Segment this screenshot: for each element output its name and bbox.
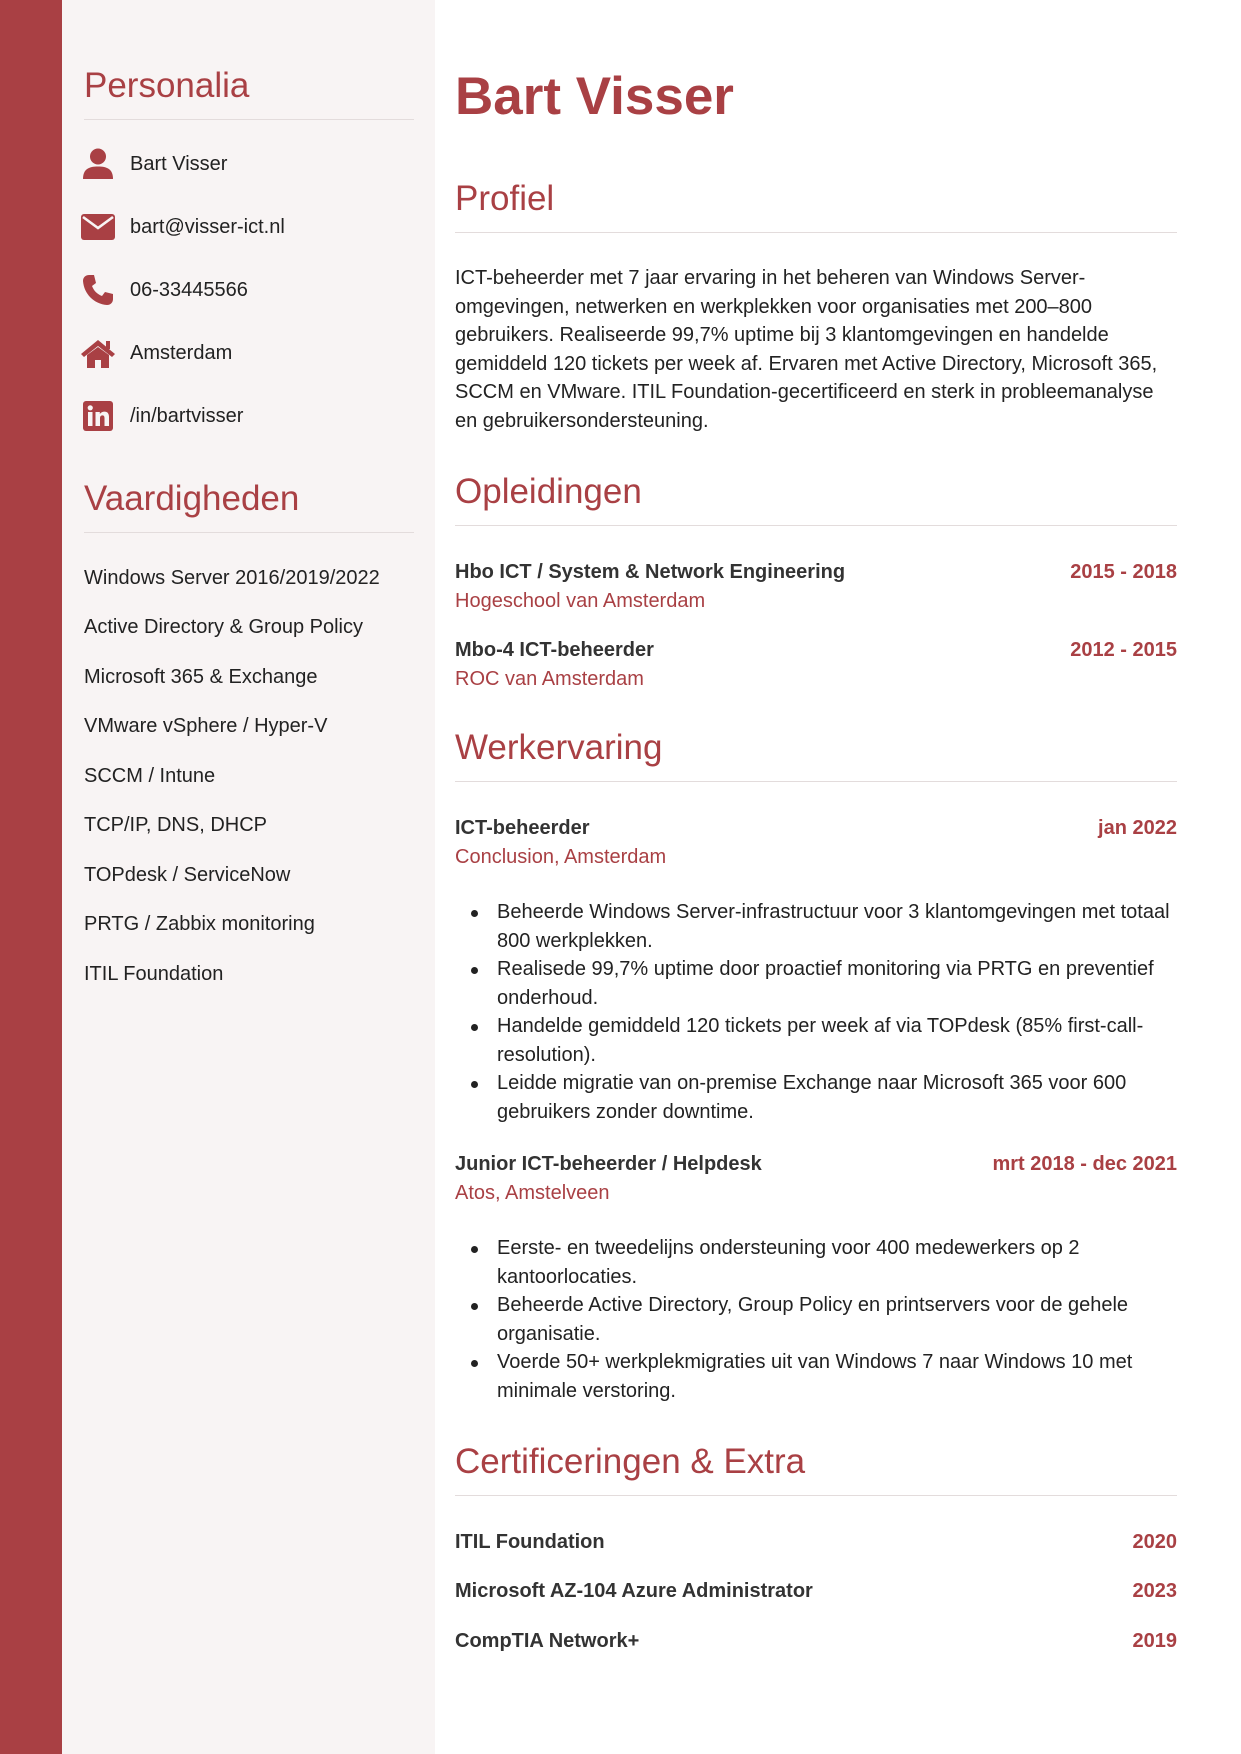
skill-item: Active Directory & Group Policy (84, 616, 363, 638)
envelope-icon (80, 209, 116, 245)
skill-item: TCP/IP, DNS, DHCP (84, 814, 267, 836)
certification-year: 2019 (1132, 1630, 1177, 1652)
skill-item: Microsoft 365 & Exchange (84, 666, 318, 688)
personalia-heading: Personalia (84, 66, 250, 105)
home-icon (80, 335, 116, 371)
certifications-heading: Certificeringen & Extra (455, 1442, 806, 1481)
job-period: jan 2022 (1098, 817, 1177, 839)
job-company: Atos, Amstelveen (455, 1182, 610, 1204)
experience-heading: Werkervaring (455, 728, 663, 767)
personalia-divider (84, 119, 414, 120)
job-bullet: Eerste- en tweedelijns ondersteuning voor 400 medewerkers op 2 kantoorlocaties. (455, 1234, 1177, 1291)
certification-name: Microsoft AZ-104 Azure Administrator (455, 1580, 813, 1602)
certification-year: 2020 (1132, 1531, 1177, 1553)
contact-linkedin-text: /in/bartvisser (130, 404, 244, 427)
experience-divider (455, 781, 1177, 782)
profile-text: ICT-beheerder met 7 jaar ervaring in het beheren van Windows Server-omgevingen, netwerken en werkplekken voor organisaties met 200–800 gebruikers. Realiseerde 99,7% uptime bij 3 klantomgevingen en handelde gemiddeld 120 tickets per week af. Ervaren met Active Directory, Microsoft 365, SCCM en VMware. ITIL Foundation-gecertificeerd en sterk in probleemanalyse en gebruikersondersteuning. (455, 267, 1158, 432)
contact-phone[interactable] (80, 272, 248, 308)
education-years: 2012 - 2015 (1070, 639, 1177, 661)
job-bullet: Beheerde Active Directory, Group Policy en printservers voor de gehele organisatie. (455, 1291, 1177, 1348)
certifications-divider (455, 1495, 1177, 1496)
job-bullet: Leidde migratie van on-premise Exchange naar Microsoft 365 voor 600 gebruikers zonder downtime. (455, 1069, 1177, 1126)
education-school: Hogeschool van Amsterdam (455, 590, 706, 612)
main-content (435, 0, 1241, 1754)
skill-item: VMware vSphere / Hyper-V (84, 715, 328, 737)
job-company: Conclusion, Amsterdam (455, 846, 667, 868)
job-period: mrt 2018 - dec 2021 (992, 1153, 1177, 1175)
contact-email-text: bart@visser-ict.nl (130, 215, 285, 238)
user-icon (80, 146, 116, 182)
profile-heading: Profiel (455, 179, 555, 218)
skill-item: SCCM / Intune (84, 765, 216, 787)
education-degree: Hbo ICT / System & Network Engineering (455, 561, 846, 583)
job-bullets (455, 898, 1177, 1126)
skill-item: ITIL Foundation (84, 963, 224, 985)
contact-linkedin[interactable] (80, 398, 243, 434)
skills-divider (84, 532, 414, 533)
education-divider (455, 525, 1177, 526)
job-role: ICT-beheerder (455, 817, 590, 839)
skill-item: TOPdesk / ServiceNow (84, 864, 291, 886)
certification-year: 2023 (1132, 1580, 1177, 1602)
contact-email[interactable] (80, 209, 285, 245)
skill-item: Windows Server 2016/2019/2022 (84, 567, 380, 589)
job-bullets (455, 1234, 1177, 1405)
certification-name: CompTIA Network+ (455, 1630, 640, 1652)
job-role: Junior ICT-beheerder / Helpdesk (455, 1153, 762, 1175)
education-school: ROC van Amsterdam (455, 668, 644, 690)
job-bullet: Voerde 50+ werkplekmigraties uit van Windows 7 naar Windows 10 met minimale verstoring. (455, 1348, 1177, 1405)
job-bullet: Beheerde Windows Server-infrastructuur voor 3 klantomgevingen met totaal 800 werkplekken. (455, 898, 1177, 955)
contact-location (80, 335, 232, 371)
certification-name: ITIL Foundation (455, 1531, 605, 1553)
sidebar (62, 0, 435, 1754)
profile-divider (455, 232, 1177, 233)
contact-location-text: Amsterdam (130, 341, 233, 364)
job-bullet: Handelde gemiddeld 120 tickets per week af via TOPdesk (85% first-call-resolution). (455, 1012, 1177, 1069)
phone-icon (80, 272, 116, 308)
education-heading: Opleidingen (455, 472, 642, 511)
contact-name-text: Bart Visser (130, 152, 228, 175)
candidate-name: Bart Visser (455, 67, 734, 126)
accent-stripe (0, 0, 62, 1754)
contact-phone-text: 06-33445566 (130, 278, 248, 301)
skill-item: PRTG / Zabbix monitoring (84, 913, 315, 935)
skills-heading: Vaardigheden (84, 479, 300, 518)
education-degree: Mbo-4 ICT-beheerder (455, 639, 654, 661)
job-bullet: Realisede 99,7% uptime door proactief monitoring via PRTG en preventief onderhoud. (455, 955, 1177, 1012)
education-years: 2015 - 2018 (1070, 561, 1177, 583)
linkedin-icon (80, 398, 116, 434)
contact-name (80, 146, 227, 182)
